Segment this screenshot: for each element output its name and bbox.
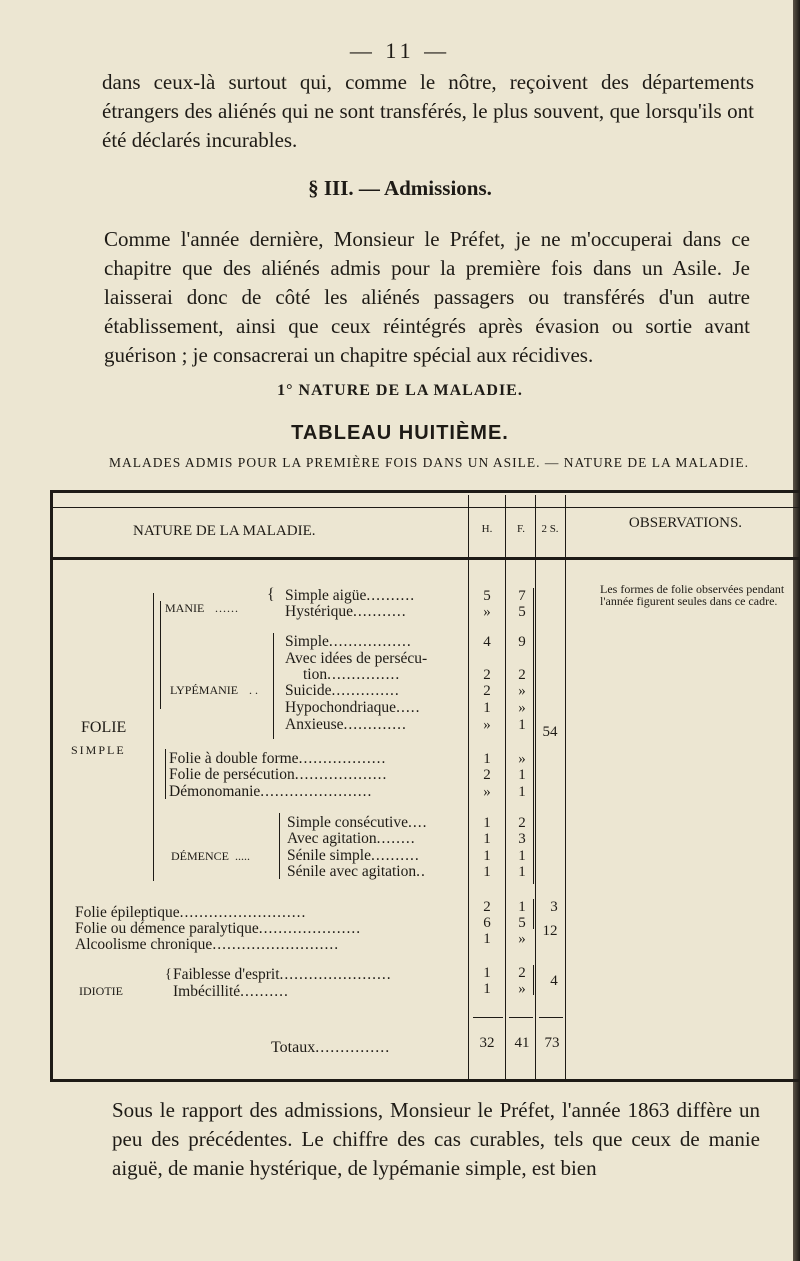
subtotal-folie-simple: 54 (542, 724, 558, 740)
header-rule (53, 557, 800, 560)
group-idiotie: IDIOTIE (79, 984, 123, 998)
cell-h: » (483, 784, 491, 800)
brace-lypemanie (273, 633, 274, 739)
cell-h: 1 (483, 751, 491, 767)
totals-label: Totaux............... (271, 1039, 391, 1056)
totals-rule (539, 1017, 563, 1018)
cell-h: 6 (483, 915, 491, 931)
leader-dots: . . (249, 683, 258, 697)
column-rule (535, 495, 536, 1080)
total-2s: 73 (544, 1035, 560, 1051)
cell-f: » (518, 931, 526, 947)
paragraph-analysis: Sous le rapport des admissions, Monsieur le Préfet, l'année 1863 diffère un peu des précédentes. Le chiffre des cas curables, tels que ceux de manie aiguë, de manie hystérique, de lypémanie simple, est bien (112, 1098, 760, 1180)
totals-rule (473, 1017, 503, 1018)
cell-h: 1 (483, 815, 491, 831)
row-label: Simple aigüe.......... (285, 587, 416, 604)
cell-h: 2 (483, 667, 491, 683)
header-observations: OBSERVATIONS. (628, 515, 743, 531)
row-label: Avec agitation........ (287, 830, 416, 847)
cell-f: » (518, 700, 526, 716)
brace-folie-forms (165, 749, 166, 799)
subtotal-paralytique: 12 (542, 923, 558, 939)
cell-h: 1 (483, 864, 491, 880)
brace-demence (279, 813, 280, 879)
cell-f: » (518, 683, 526, 699)
group-lypemanie: LYPÉMANIE (170, 683, 239, 697)
group-folie: FOLIE (81, 719, 127, 736)
header-2s: 2 S. (541, 523, 559, 535)
row-label: Hypochondriaque..... (285, 699, 421, 716)
total-h: 32 (479, 1035, 495, 1051)
admissions-table (50, 490, 800, 1082)
row-label: Folie épileptique.......................... (75, 904, 307, 921)
cell-h: 5 (483, 588, 491, 604)
row-label: Folie à double forme.................. (169, 750, 387, 767)
column-rule (505, 495, 506, 1080)
row-label: Suicide.............. (285, 682, 400, 699)
cell-h: 1 (483, 831, 491, 847)
row-label: Anxieuse............. (285, 716, 407, 733)
header-rule (53, 507, 800, 508)
header-h: H. (481, 523, 493, 535)
cell-h: 2 (483, 899, 491, 915)
cell-h: 2 (483, 683, 491, 699)
paragraph-intro: dans ceux-là surtout qui, comme le nôtre, reçoivent des départements étrangers des aliénés qui ne sont transférés, le plus souvent, que lorsqu'ils ont été déclarés incurables. (102, 70, 754, 152)
total-f: 41 (514, 1035, 530, 1051)
cell-f: 5 (518, 915, 526, 931)
subtotal-idiotie: 4 (550, 973, 558, 989)
row-label: Folie ou démence paralytique..................... (75, 920, 362, 937)
page-number: — 11 — (349, 38, 451, 63)
cell-f: 1 (518, 767, 526, 783)
leader-dots: ...... (215, 601, 239, 615)
brace-manie: { (267, 586, 275, 603)
brace-folie-simple-total (533, 588, 534, 884)
brace-lypemanie-outer (160, 601, 161, 709)
subsection-title: 1° NATURE DE LA MALADIE. (277, 382, 523, 399)
cell-f: 7 (518, 588, 526, 604)
header-f: F. (517, 523, 525, 535)
cell-h: 1 (483, 931, 491, 947)
group-demence: DÉMENCE (171, 849, 229, 863)
column-rule (468, 495, 469, 1080)
cell-f: 1 (518, 784, 526, 800)
row-label: Simple consécutive.... (287, 814, 428, 831)
cell-f: » (518, 751, 526, 767)
column-rule (565, 495, 566, 1080)
brace-paralytique-total (533, 899, 534, 929)
row-label: tion............... (303, 666, 401, 683)
section-title: § III. — Admissions. (308, 176, 492, 200)
cell-h: » (483, 604, 491, 620)
row-label: Hystérique........... (285, 603, 407, 620)
row-label: Sénile avec agitation.. (287, 863, 426, 880)
cell-h: 4 (483, 634, 491, 650)
cell-f: 2 (518, 815, 526, 831)
group-simple: SIMPLE (71, 743, 126, 757)
row-label: Faiblesse d'esprit....................... (173, 966, 392, 983)
row-label: Avec idées de persécu- (285, 650, 428, 667)
cell-f: » (518, 981, 526, 997)
row-label: Alcoolisme chronique.......................... (75, 936, 340, 953)
cell-f: 1 (518, 848, 526, 864)
table-title: TABLEAU HUITIÈME. (291, 422, 509, 444)
row-label: Démonomanie....................... (169, 783, 373, 800)
header-nature: NATURE DE LA MALADIE. (133, 523, 316, 539)
cell-h: 1 (483, 965, 491, 981)
cell-f: 1 (518, 864, 526, 880)
brace-idiotie-total (533, 965, 534, 995)
cell-f: 3 (518, 831, 526, 847)
row-label: Imbécillité.......... (173, 983, 289, 1000)
totals-rule (509, 1017, 533, 1018)
cell-f: 1 (518, 717, 526, 733)
row-label: Sénile simple.......... (287, 847, 420, 864)
row-label: Folie de persécution................... (169, 766, 388, 783)
cell-h: 2 (483, 767, 491, 783)
observation-note: Les formes de folie observées pendant l'année figurent seules dans ce cadre. (600, 582, 785, 608)
cell-f: 5 (518, 604, 526, 620)
paragraph-admissions: Comme l'année dernière, Monsieur le Préfet, je ne m'occuperai dans ce chapitre que des aliénés admis pour la première fois dans un Asile. Je laisserai donc de côté les aliénés passagers ou transférés d'un autre établissement, ainsi que ceux réintégrés après évasion ou sortie avant guérison ; je consacrerai un chapitre spécial aux récidives. (104, 227, 750, 367)
cell-h: 1 (483, 700, 491, 716)
cell-f: 2 (518, 667, 526, 683)
cell-h: 1 (483, 981, 491, 997)
group-manie: MANIE (165, 601, 205, 615)
brace-folie-simple (153, 593, 154, 881)
cell-f: 2 (518, 965, 526, 981)
brace-idiotie: { (165, 967, 172, 982)
subtotal-epilepsie: 3 (550, 899, 558, 915)
cell-h: » (483, 717, 491, 733)
leader-dots: ..... (235, 849, 250, 863)
cell-f: 1 (518, 899, 526, 915)
cell-f: 9 (518, 634, 526, 650)
cell-h: 1 (483, 848, 491, 864)
row-label: Simple................. (285, 633, 412, 650)
table-caption: MALADES ADMIS POUR LA PREMIÈRE FOIS DANS UN ASILE. — NATURE DE LA MALADIE. (109, 455, 749, 470)
